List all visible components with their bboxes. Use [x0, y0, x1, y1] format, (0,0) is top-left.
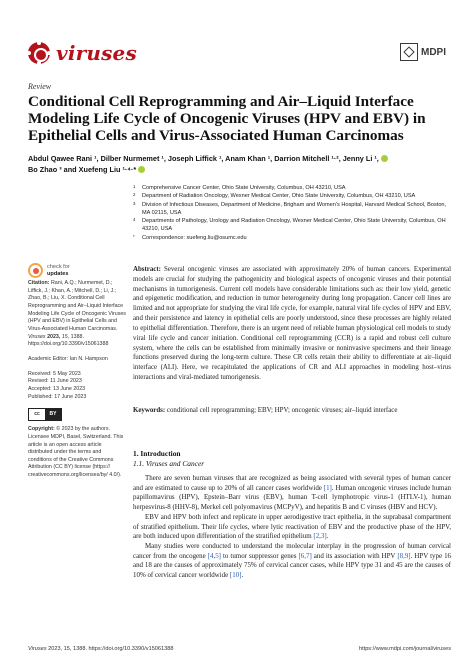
citation-link[interactable]: [10]	[229, 571, 242, 580]
footer-journal-url[interactable]: https://www.mdpi.com/journal/viruses	[358, 646, 451, 652]
academic-editor: Academic Editor: Ian N. Hampson	[28, 355, 108, 362]
updates-line-2: updates	[47, 270, 69, 277]
keywords-text: conditional cell reprogramming; EBV; HPV; oncogenic viruses; air–liquid interface	[166, 407, 398, 414]
abstract-label: Abstract:	[133, 266, 161, 273]
citation-link[interactable]: [4,5]	[207, 551, 221, 560]
citation-year: 2023,	[47, 333, 61, 340]
paragraph: There are seven human viruses that are recognized as being associated with several types of human cancer and are estimated to cause up to 20% of all cancer cases worldwide [1]. Human oncogenic viruses include human papillomavirus (HPV), Epstein–Barr virus (EBV), human T-cell lymphotropic virus-1 (HTLV-1), human herpesvirus-8 (HHV-8), Merkel cell polyomavirus (MCPyV), and hepatitis B and C viruses (HBV and HCV).	[133, 474, 451, 512]
keywords-label: Keywords:	[133, 407, 166, 414]
updates-line-1: check for	[47, 264, 70, 271]
citation-link[interactable]: [6,7]	[298, 551, 312, 560]
mdpi-logo-icon	[400, 43, 418, 61]
abstract	[133, 265, 451, 383]
paragraph: Many studies were conducted to understand the molecular interplay in the progression of human cervical cancer from the oncogene [4,5] to tumor suppressor genes [6,7] and its association with HPV [8,9]. HPV type 16 and 18 are the causes of approximately 75% of cervical cancer cases, while HPV type 31 and 45 are the causes of 10% of cervical cancer worldwide [10].	[133, 542, 452, 580]
paragraph: EBV and HPV both infect and replicate in upper aerodigestive tract epithelia, in the suprabasal compartment of stratified epithelium. Their life cycles, where lytic reactivation of EBV and the productive phase of the HPV, are both induced upon differentiation of the stratified epithelium [2,3].	[133, 512, 451, 541]
dates	[28, 371, 126, 402]
cc-by-license-icon[interactable]: cc BY	[28, 408, 62, 421]
sidebar-metadata	[28, 280, 126, 487]
affiliation-item: 3 Division of Infectious Diseases, Department of Medicine, Brigham and Women's Hospital, Harvard Medical School, Boston, MA 02115, USA	[133, 200, 447, 216]
subsection-heading: 1.1. Viruses and Cancer	[133, 459, 205, 468]
journal-logo[interactable]	[28, 41, 137, 65]
affiliation-item: 1 Comprehensive Cancer Center, Ohio State University, Columbus, OH 43210, USA	[133, 184, 346, 191]
correspondence[interactable]: * Correspondence: xuefeng.liu@osumc.edu	[133, 233, 247, 241]
date-revised: Revised: 11 June 2023	[28, 378, 82, 385]
body-text	[133, 474, 451, 581]
publisher-logo[interactable]	[400, 43, 446, 61]
citation-link[interactable]: [1]	[323, 483, 332, 492]
journal-name: viruses	[56, 41, 137, 65]
affiliation-item: 2 Department of Radiation Oncology, Wexner Medical Center, Ohio State University, Columbus, OH 43210, USA	[133, 192, 416, 200]
copyright-text: © 2023 by the authors. Licensee MDPI, Basel, Switzerland. This article is an open access article distributed under the terms and conditions of the Creative Commons Attribution (CC BY) license (https:// creativecommons.org/licenses/by/ 4.0/).	[28, 426, 124, 479]
date-accepted: Accepted: 13 June 2023	[28, 385, 86, 392]
footer-citation: Viruses 2023, 15, 1388. https://doi.org/10.3390/v15061388	[28, 646, 174, 652]
copyright	[28, 426, 126, 480]
author-line-1: Abdul Qawee Rani ¹, Dilber Nurmemet ¹, Joseph Liffick ¹, Anam Khan ¹, Darrion Mitchell ¹·², Jenny Li ¹,	[28, 154, 379, 163]
author-list	[28, 153, 458, 175]
virus-logo-icon	[28, 42, 50, 64]
check-for-updates-badge[interactable]	[28, 263, 70, 278]
citation-link[interactable]: [2,3]	[313, 532, 327, 541]
citation-link[interactable]: [8,9]	[397, 551, 411, 560]
date-received: Received: 5 May 2023	[28, 370, 81, 377]
orcid-icon[interactable]	[138, 166, 145, 173]
citation-doi[interactable]: 1388. https://doi.org/10.3390/v15061388	[28, 333, 109, 348]
affiliations	[133, 184, 451, 242]
publisher-name: MDPI	[421, 46, 446, 58]
abstract-text: Several oncogenic viruses are associated with approximately 20% of human cancers. Experimental models are crucial for studying the pathogenicity and biological aspects of oncogenic viruses and their potential mechanisms in tumorigenesis. Current cell models have considerable limitations such as: their low yield, genetic and epigenetic modification, and reduction in tumor heterogeneity during long propagation. Cancer cell lines are limited and not appropriate for studying the viral life cycle, for example, natural viral life cycles of HPV and EBV, and their persistence and latency in epithelial cells are poorly understood, since these processes are highly related to epithelial differentiation. Therefore, there is an urgent need of reliable human physiological cell models to study viral life cycle and cancer initiation. Conditional cell reprogramming (CCR) is a rapid and robust cell culture system, where the cells can be established from minimally invasive or noninvasive specimens and their lineage functions preserved during the long-term culture. These CR cells retain their ability to differentiate at air–liquid interface (ALI). Here, we recapitulated the applications of CR and ALI approaches in modeling host–virus interactions and viral-mediated tumorigenesis.	[133, 266, 451, 381]
date-published: Published: 17 June 2023	[28, 393, 87, 400]
citation	[28, 280, 126, 349]
citation-text: Rani, A.Q.; Nurmemet, D.; Liffick, J.; Khan, A.; Mitchell, D.; Li, J.; Zhao, B.; Liu, X. Conditional Cell Reprogramming and Air–Liquid Interface Modeling Life Cycle of Oncogenic Viruses (HPV and EBV) in Epithelial Cells and Virus-Associated Human Carcinomas.	[28, 280, 126, 332]
citation-volume: 15,	[61, 333, 70, 340]
orcid-icon[interactable]	[381, 155, 388, 162]
article-title: Conditional Cell Reprogramming and Air–Liquid Interface Modeling Life Cycle of Oncogenic Viruses (HPV and EBV) in Epithelial Cells and Virus-Associated Human Carcinomas	[28, 93, 426, 144]
article-type: Review	[28, 82, 52, 91]
page-footer	[28, 646, 451, 652]
copyright-label: Copyright:	[28, 426, 55, 433]
citation-journal: Viruses	[28, 333, 46, 340]
check-updates-icon	[28, 263, 43, 278]
affiliation-item: 4 Departments of Pathology, Urology and Radiation Oncology, Wexner Medical Center, Ohio State University, Columbus, OH 43210, USA	[133, 217, 446, 233]
section-heading: 1. Introduction	[133, 449, 181, 458]
author-line-2: Bo Zhao ³ and Xuefeng Liu ¹·⁴·*	[28, 165, 137, 174]
keywords	[133, 406, 451, 415]
citation-label: Citation:	[28, 280, 50, 286]
